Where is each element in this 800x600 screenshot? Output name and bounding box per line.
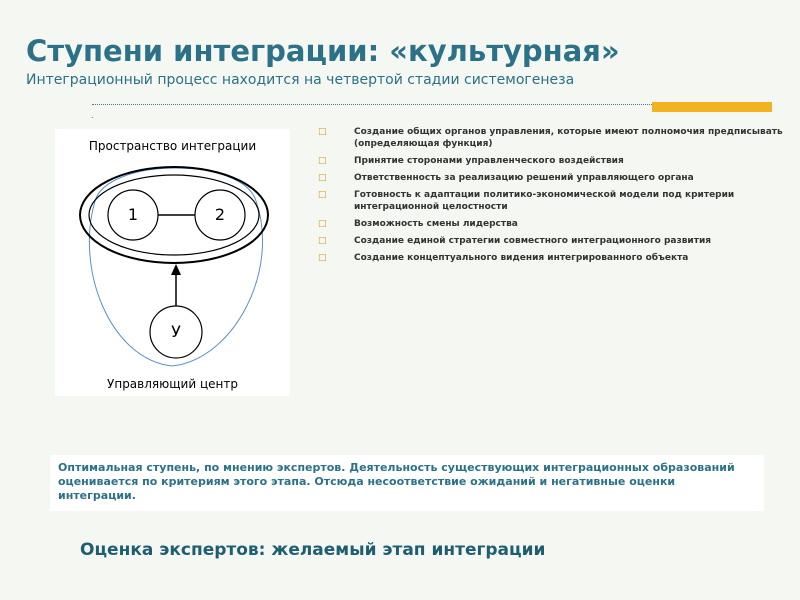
- list-item-text: Ответственность за реализацию решений управляющего органа: [354, 173, 694, 183]
- slide-subtitle: Интеграционный процесс находится на четвертой стадии системогенеза: [26, 72, 575, 88]
- list-item: [318, 252, 788, 264]
- integration-diagram: [55, 129, 290, 396]
- bullet-marker-icon: □: [318, 173, 327, 183]
- node-2-label: 2: [214, 205, 226, 224]
- list-item: [318, 218, 788, 230]
- footer-conclusion: Оценка экспертов: желаемый этап интеграции: [80, 540, 546, 560]
- list-item-text: Готовность к адаптации политико-экономической модели под критерии интеграционной целостности: [354, 190, 735, 212]
- list-item-text: Возможность смены лидерства: [354, 219, 518, 229]
- node-1-label: 1: [127, 205, 139, 224]
- title-divider: [92, 104, 652, 105]
- list-item: [318, 155, 788, 167]
- list-item: [318, 235, 788, 247]
- list-item-text: Создание общих органов управления, которые имеют полномочия предписывать (определяющая функция): [354, 127, 783, 149]
- control-arrow-head: [171, 264, 181, 275]
- bullet-marker-icon: □: [318, 190, 327, 200]
- bullet-marker-icon: □: [318, 236, 327, 246]
- bullet-marker-icon: □: [318, 127, 327, 137]
- slide-title: Ступени интеграции: «культурная»: [26, 34, 620, 68]
- bullet-marker-icon: □: [318, 253, 327, 263]
- criteria-list: [318, 126, 788, 264]
- bullet-dot: .: [91, 111, 94, 120]
- expert-note: Оптимальная ступень, по мнению экспертов. Деятельность существующих интеграционных образований оценивается по критериям этого этапа. Отсюда несоответствие ожиданий и негативные оценки интеграции.: [50, 455, 764, 511]
- control-node-label: У: [171, 322, 181, 341]
- accent-bar: [652, 102, 772, 112]
- list-item-text: Создание концептуального видения интегрированного объекта: [354, 253, 689, 263]
- list-item-text: Создание единой стратегии совместного интеграционного развития: [354, 236, 712, 246]
- integration-space-label: Пространство интеграции: [88, 139, 257, 153]
- list-item: [318, 172, 788, 184]
- bullet-marker-icon: □: [318, 156, 327, 166]
- diagram-drawing: [55, 129, 290, 396]
- list-item: [318, 126, 788, 150]
- control-center-label: Управляющий центр: [107, 377, 238, 391]
- bullet-marker-icon: □: [318, 219, 327, 229]
- list-item: [318, 189, 788, 213]
- list-item-text: Принятие сторонами управленческого воздействия: [354, 156, 624, 166]
